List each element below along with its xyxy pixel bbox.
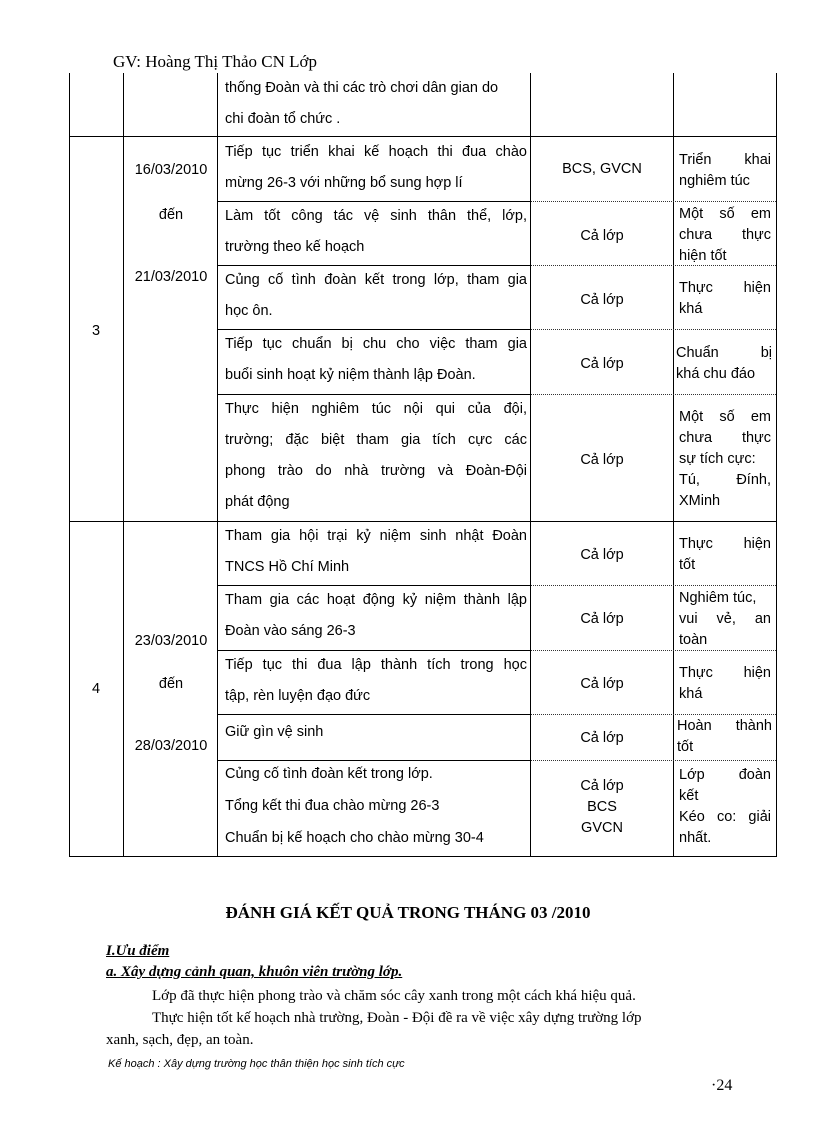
date-from: 23/03/2010 xyxy=(134,633,208,649)
week-number: 3 xyxy=(91,323,101,339)
result-cell: Thực hiện khá xyxy=(679,665,771,702)
page-footer: Kế hoạch : Xây dựng trường học thân thiện học sinh tích cực xyxy=(108,1058,405,1070)
row-divider-dotted xyxy=(531,329,776,330)
responsible-cell: Cả lớp xyxy=(580,356,624,372)
subsection-heading: a. Xây dựng cảnh quan, khuôn viên trường lớp. xyxy=(106,964,403,980)
responsible-cell: Cả lớp xyxy=(580,730,624,746)
task-cell: Tiếp tục triển khai kế hoạch thi đua chào mừng 26-3 với những bổ sung hợp lí xyxy=(225,144,527,191)
date-to-label: đến xyxy=(158,207,184,223)
task-cell: Tiếp tục chuẩn bị chu cho việc tham gia buổi sinh hoạt kỷ niệm thành lập Đoàn. xyxy=(225,336,527,383)
task-cell: Giữ gìn vệ sinh xyxy=(225,724,324,740)
result-cell: Lớp đoàn kết Kéo co: giải nhất. xyxy=(679,767,771,846)
result-cell: Một số em chưa thực sự tích cực: Tú, Đính, XMinh xyxy=(679,409,771,509)
row-divider-dotted xyxy=(531,585,776,586)
date-from: 16/03/2010 xyxy=(134,162,208,178)
row-divider-dotted xyxy=(531,714,776,715)
row-divider xyxy=(217,714,531,715)
page-number-value: 24 xyxy=(716,1077,733,1094)
date-to: 28/03/2010 xyxy=(134,738,208,754)
result-cell: Chuẩn bị khá chu đáo xyxy=(676,345,772,382)
responsible-cell: Cả lớp xyxy=(580,547,624,563)
table-col-divider xyxy=(123,73,124,857)
task-cell: Thực hiện nghiêm túc nội qui của đội, trường; đặc biệt tham gia tích cực các phong trào do nhà trường và Đoàn-Đội phát động xyxy=(225,401,527,510)
responsible-cell: Cả lớp xyxy=(580,611,624,627)
result-cell: Triển khai nghiêm túc xyxy=(679,152,771,189)
page-header: GV: Hoàng Thị Thảo CN Lớp xyxy=(113,52,317,71)
task-cell: thống Đoàn và thi các trò chơi dân gian do chi đoàn tổ chức . xyxy=(225,80,499,127)
table-border-bottom xyxy=(69,856,777,857)
task-cell: Củng cố tình đoàn kết trong lớp, tham gia học ôn. xyxy=(225,272,527,319)
result-cell: Một số em chưa thực hiện tốt xyxy=(679,206,771,264)
paragraph-line: Thực hiện tốt kế hoạch nhà trường, Đoàn - Đội đề ra về việc xây dựng trường lớp xyxy=(152,1010,642,1026)
table-col-divider xyxy=(217,73,218,857)
result-cell: Thực hiện tốt xyxy=(679,536,771,573)
task-cell: Tham gia các hoạt động kỷ niệm thành lập Đoàn vào sáng 26-3 xyxy=(225,592,527,639)
responsible-cell: BCS, GVCN xyxy=(562,161,642,177)
row-divider-dotted xyxy=(531,760,776,761)
paragraph: xanh, sạch, đẹp, an toàn. xyxy=(106,1032,254,1048)
result-cell: Nghiêm túc, vui vẻ, an toàn xyxy=(679,590,771,648)
responsible-cell: Cả lớp xyxy=(580,228,624,244)
row-divider-dotted xyxy=(531,394,776,395)
responsible-cell: Cả lớp xyxy=(580,676,624,692)
responsible-cell: Cả lớp BCS GVCN xyxy=(580,778,624,836)
task-cell: Tiếp tục thi đua lập thành tích trong học tập, rèn luyện đạo đức xyxy=(225,657,527,704)
date-to: 21/03/2010 xyxy=(134,269,208,285)
section-title: ĐÁNH GIÁ KẾT QUẢ TRONG THÁNG 03 /2010 xyxy=(225,903,591,922)
result-cell: Hoàn thành tốt xyxy=(677,718,772,755)
week-number: 4 xyxy=(91,681,101,697)
table-border-right xyxy=(776,73,777,857)
task-cell: Tham gia hội trại kỷ niệm sinh nhật Đoàn TNCS Hồ Chí Minh xyxy=(225,528,527,575)
responsible-cell: Cả lớp xyxy=(580,452,624,468)
table-border-left xyxy=(69,73,70,857)
paragraph: Lớp đã thực hiện phong trào và chăm sóc cây xanh trong một cách khá hiệu quả. xyxy=(152,988,636,1004)
page-number xyxy=(711,1077,732,1095)
result-cell: Thực hiện khá xyxy=(679,280,771,317)
responsible-cell: Cả lớp xyxy=(580,292,624,308)
task-cell: Củng cố tình đoàn kết trong lớp. Tổng kết thi đua chào mừng 26-3 Chuẩn bị kế hoạch cho chào mừng 30-4 xyxy=(225,766,484,846)
bullet-mark: · xyxy=(711,1077,717,1094)
table-col-divider xyxy=(673,73,674,857)
paragraph xyxy=(106,1007,746,1029)
task-cell: Làm tốt công tác vệ sinh thân thể, lớp, trường theo kế hoạch xyxy=(225,208,527,255)
row-divider-dotted xyxy=(531,201,776,202)
date-to-label: đến xyxy=(158,676,184,692)
section-heading-strengths: I.Ưu điểm xyxy=(106,943,170,959)
